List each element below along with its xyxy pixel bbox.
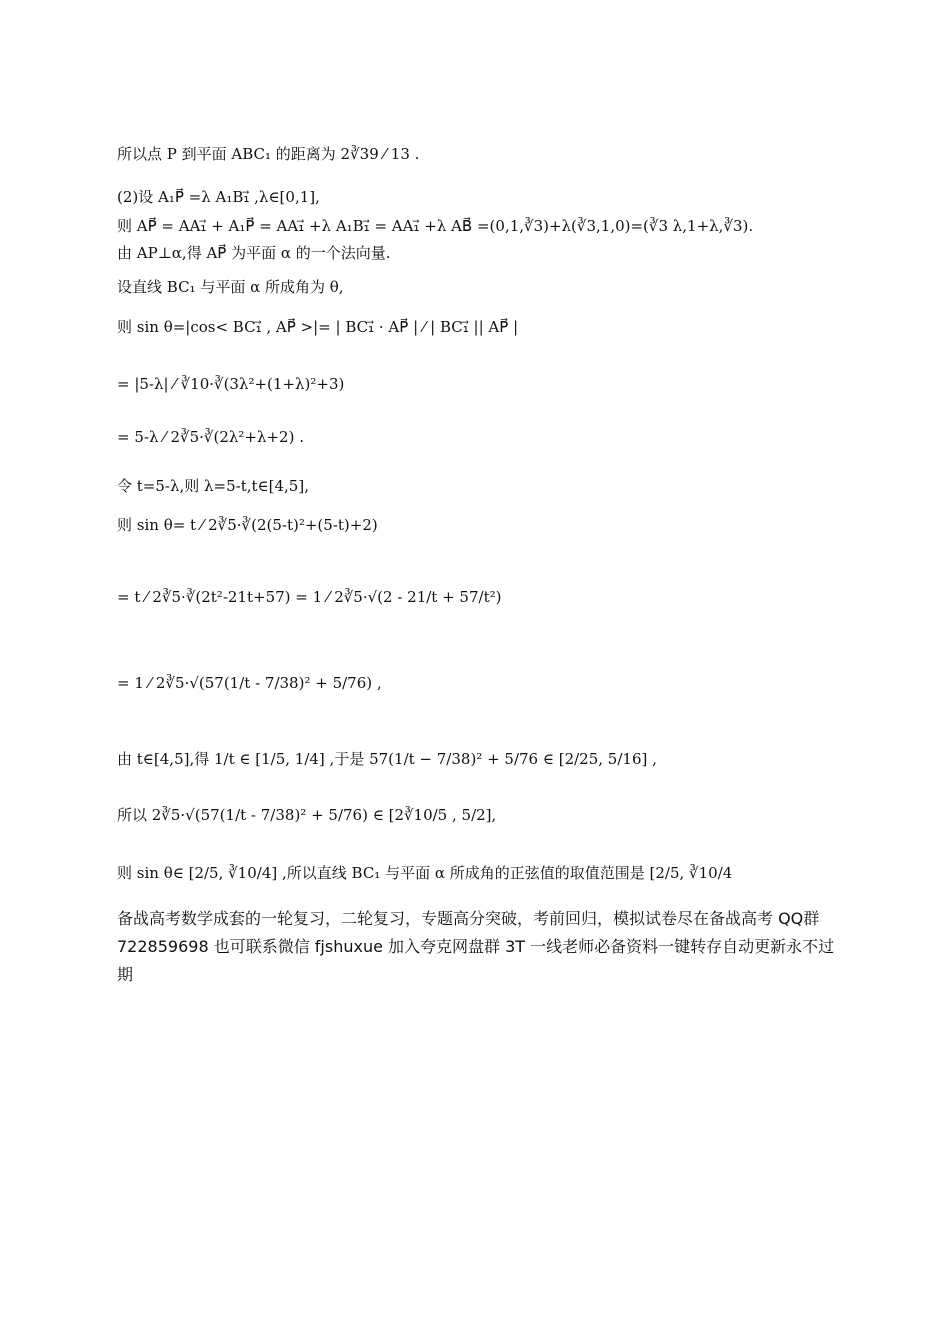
solution-line-7: = |5-λ| ⁄ ∛10·∛(3λ²+(1+λ)²+3) <box>117 375 345 393</box>
solution-line-2: (2)设 A₁P⃗ =λ A₁B₁⃗ ,λ∈[0,1], <box>117 188 320 206</box>
solution-line-12: = 1 ⁄ 2∛5·√(57(1/t - 7/38)² + 5/76) , <box>117 674 382 692</box>
solution-line-9: 令 t=5-λ,则 λ=5-t,t∈[4,5], <box>117 477 309 495</box>
solution-line-10: 则 sin θ= t ⁄ 2∛5·∛(2(5-t)²+(5-t)+2) <box>117 516 378 534</box>
solution-line-5: 设直线 BC₁ 与平面 α 所成角为 θ, <box>117 278 344 296</box>
advert-footer: 备战高考数学成套的一轮复习，二轮复习，专题高分突破，考前回归，模拟试卷尽在备战高考 QQ群 722859698 也可联系微信 fjshuxue 加入夸克网盘群 3T 一线老师必备资料一键转存自动更新永不过期 <box>117 909 835 984</box>
solution-line-3: 则 AP⃗ = AA₁⃗ + A₁P⃗ = AA₁⃗ +λ A₁B₁⃗ = AA₁⃗ +λ AB⃗ =(0,1,∛3)+λ(∛3,1,0)=(∛3 λ,1+λ,∛3). <box>117 217 754 235</box>
solution-line-14: 所以 2∛5·√(57(1/t - 7/38)² + 5/76) ∈ [2∛10/5 , 5/2], <box>117 806 497 824</box>
solution-line-4: 由 AP⊥α,得 AP⃗ 为平面 α 的一个法向量. <box>117 244 391 262</box>
solution-line-13: 由 t∈[4,5],得 1/t ∈ [1/5, 1/4] ,于是 57(1/t − 7/38)² + 5/76 ∈ [2/25, 5/16] , <box>117 750 657 768</box>
solution-line-1: 所以点 P 到平面 ABC₁ 的距离为 2∛39 ⁄ 13 . <box>117 145 420 163</box>
solution-line-6: 则 sin θ=|cos< BC₁⃗ , AP⃗ >|= | BC₁⃗ · AP⃗ | ⁄ | BC₁⃗ || AP⃗ | <box>117 318 519 336</box>
solution-line-15: 则 sin θ∈ [2/5, ∛10/4] ,所以直线 BC₁ 与平面 α 所成角的正弦值的取值范围是 [2/5, ∛10/4 <box>117 864 733 882</box>
solution-line-11: = t ⁄ 2∛5·∛(2t²-21t+57) = 1 ⁄ 2∛5·√(2 - 21/t + 57/t²) <box>117 588 502 606</box>
solution-line-8: = 5-λ ⁄ 2∛5·∛(2λ²+λ+2) . <box>117 428 304 446</box>
